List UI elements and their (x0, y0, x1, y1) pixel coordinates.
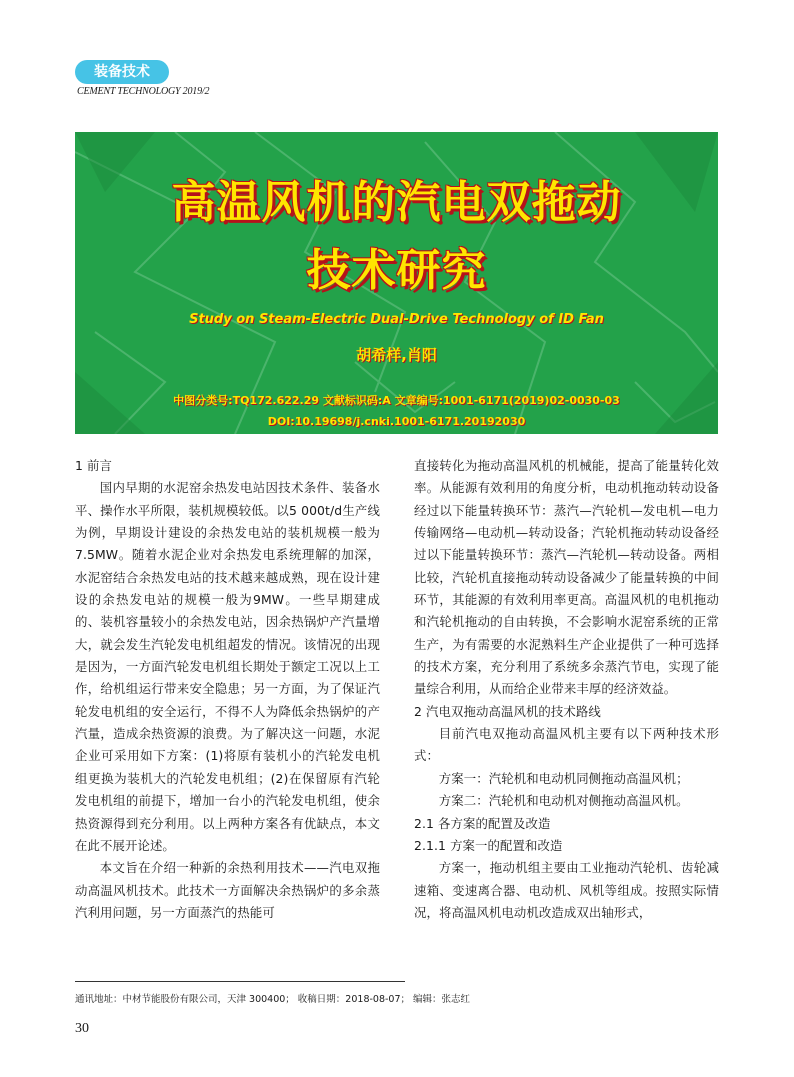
title-line-1: 高温风机的汽电双拖动 (171, 177, 622, 228)
section-heading: 1 前言 (75, 458, 113, 473)
footnote-divider (75, 981, 405, 982)
footnote: 通讯地址：中材节能股份有限公司，天津 300400； 收稿日期：2018-08-07； 编辑：张志红 (75, 994, 471, 1005)
title-banner (75, 132, 718, 434)
scheme-1: 方案一：汽轮机和电动机同侧拖动高温风机； (438, 770, 689, 786)
doi-line: DOI:10.19698/j.cnki.1001-6171.20192030 (267, 415, 526, 428)
scheme-2: 方案二：汽轮机和电动机对侧拖动高温风机。 (438, 793, 689, 809)
paragraph: 方案一，拖动机组主要由工业拖动汽轮机、齿轮减速箱、变速离合器、电动机、风机等组成。按照实际情况，将高温风机电动机改造成双出轴形式， (414, 860, 719, 920)
subsection-heading: 2.1 各方案的配置及改造 (414, 815, 551, 831)
paragraph: 直接转化为拖动高温风机的机械能，提高了能量转化效率。从能源有效利用的角度分析，电动机拖动转动设备经过以下能量转换环节：蒸汽—汽轮机—发电机—电力传输网络—电动机—转动设备；汽轮机拖动转动设备经过以下能量转换环节：蒸汽—汽轮机—转动设备。两相比较，汽轮机直接拖动转动设备减少了能量转换的中间环节，其能源的有效利用率更高。高温风机的电机拖动和汽轮机拖动的自由转换，不会影响水泥窑系统的正常生产，为有需要的水泥熟料生产企业提供了一种可选择的技术方案，充分利用了系统多余蒸汽节电，实现了能量综合利用，从而给企业带来丰厚的经济效益。 (414, 458, 719, 697)
english-title: Study on Steam-Electric Dual-Drive Technology of ID Fan (189, 312, 604, 327)
section-badge: 装备技术 (75, 60, 169, 84)
paragraph: 目前汽电双拖动高温风机主要有以下两种技术形式： (414, 726, 719, 764)
left-column (75, 455, 380, 924)
title-line-2: 技术研究 (306, 245, 487, 296)
classification-line: 中图分类号:TQ172.622.29 文献标识码:A 文章编号:1001-6171(2019)02-0030-03 (173, 394, 620, 407)
page-number: 30 (75, 1021, 89, 1036)
paragraph: 国内早期的水泥窑余热发电站因技术条件、装备水平、操作水平所限，装机规模较低。以5 000t/d生产线为例，早期设计建设的余热发电站的装机规模一般为7.5MW。随着水泥企业对余热发电系统理解的加深，水泥窑结合余热发电站的技术越来越成熟，现在设计建设的余热发电站的规模一般为9MW。一些早期建成的、装机容量较小的余热发电站，因余热锅炉产汽量增大，就会发生汽轮发电机组超发的情况。该情况的出现是因为，一方面汽轮发电机组长期处于额定工况以上工作，给机组运行带来安全隐患；另一方面，为了保证汽轮发电机组的安全运行，不得不人为降低余热锅炉的产汽量，造成余热资源的浪费。为了解决这一问题，水泥企业可采用如下方案：(1)将原有装机小的汽轮发电机组更换为装机大的汽轮发电机组；(2)在保留原有汽轮发电机组的前提下，增加一台小的汽轮发电机组，使余热资源得到充分利用。以上两种方案各有优缺点，本文在此不展开论述。 (75, 480, 380, 853)
right-column (414, 455, 719, 924)
section-heading: 2 汽电双拖动高温风机的技术路线 (414, 703, 601, 719)
journal-name: CEMENT TECHNOLOGY 2019/2 (77, 86, 210, 97)
authors: 胡希样,肖阳 (356, 346, 437, 364)
subsubsection-heading: 2.1.1 方案一的配置和改造 (414, 837, 563, 853)
paragraph: 本文旨在介绍一种新的余热利用技术——汽电双拖动高温风机技术。此技术一方面解决余热锅炉的多余蒸汽利用问题，另一方面蒸汽的热能可 (75, 860, 380, 920)
